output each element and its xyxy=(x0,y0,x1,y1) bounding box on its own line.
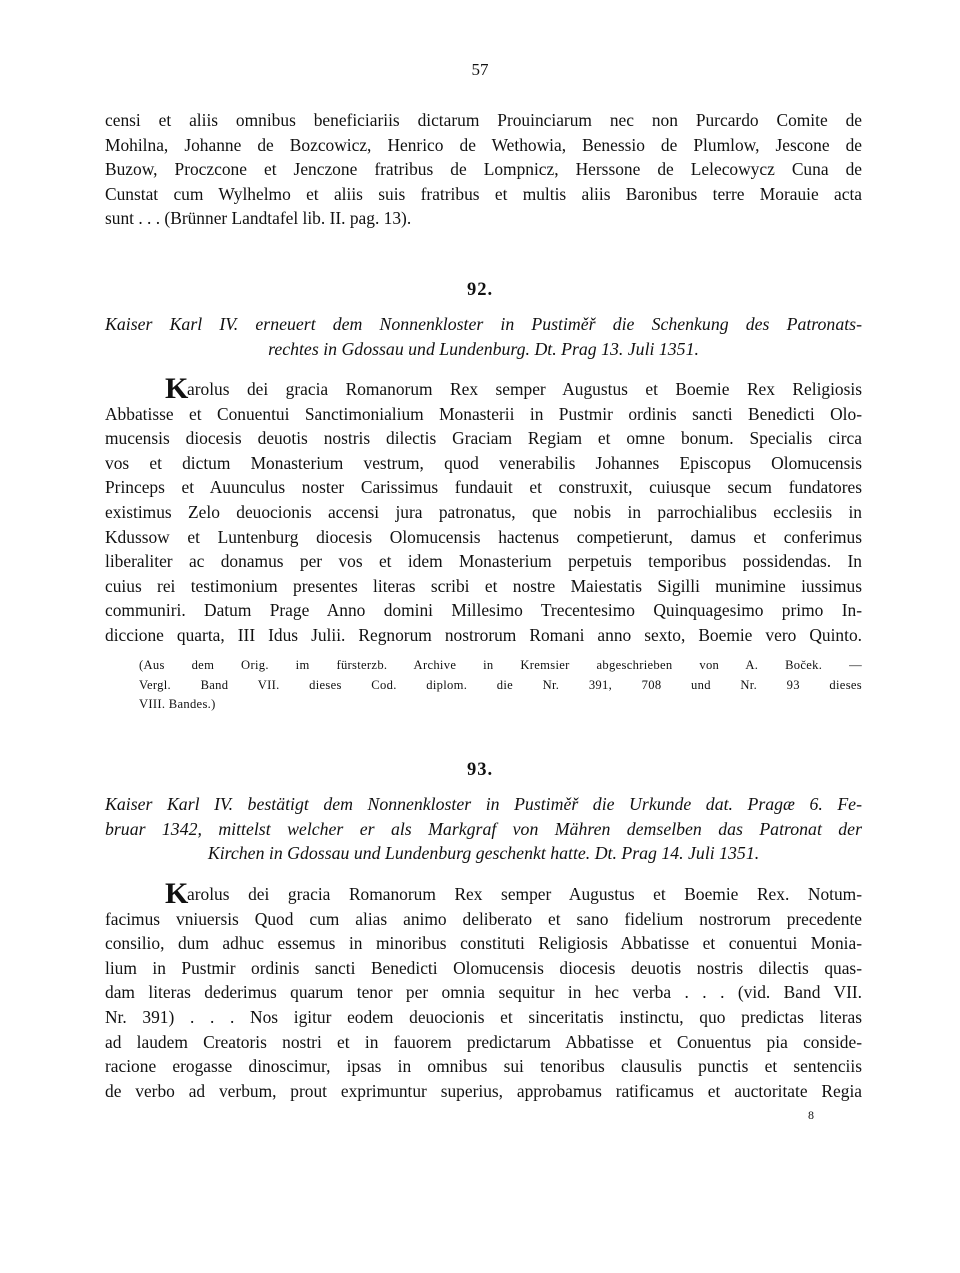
signature-mark: 8 xyxy=(808,1108,814,1122)
document-92-source-note xyxy=(105,656,862,715)
text-line: facimus vniuersis Quod cum alias animo deliberato et sano fidelium nostrorum precedente xyxy=(105,908,862,929)
text-line: existimus Zelo deuocionis accensi jura patronatus, que nobis in parrochialibus ecclesiis in xyxy=(105,501,862,522)
text-line: de verbo ad verbum, prout exprimuntur superius, approbamus ratificamus et auctoritate Regia xyxy=(105,1080,862,1101)
summary-line: rechtes in Gdossau und Lundenburg. Dt. Prag 13. Juli 1351. xyxy=(268,338,699,359)
text-line: Princeps et Auunculus noster Carissimus fundauit et construxit, cuiusque secum fundatores xyxy=(105,477,862,498)
summary-line: Kaiser Karl IV. erneuert dem Nonnenkloster in Pustiměř die Schenkung des Patronats- xyxy=(105,314,862,334)
text-line: lium in Pustmir ordinis sancti Benedicti Olomucensis diocesis deuotis nostris dilectis quas- xyxy=(105,957,862,978)
text-line: sunt . . . (Brünner Landtafel lib. II. pag. 13). xyxy=(105,208,412,229)
text-line: censi et aliis omnibus beneficiariis dictarum Prouinciarum nec non Purcardo Comite de xyxy=(105,110,862,130)
text-line: mucensis diocesis deuotis nostris dilectis Graciam Regiam et omne bonum. Specialis circa xyxy=(105,428,862,449)
initial-letter: K xyxy=(165,877,189,910)
text-line: Kdussow et Luntenburg diocesis Olomucensis hactenus competierunt, damus et conferimus xyxy=(105,526,862,547)
summary-line: bruar 1342, mittelst welcher er als Markgraf von Mähren demselben das Patronat der xyxy=(105,818,862,839)
summary-line: Kirchen in Gdossau und Lundenburg geschenkt hatte. Dt. Prag 14. Juli 1351. xyxy=(207,843,760,864)
note-line: (Aus dem Orig. im fürsterzb. Archive in Kremsier abgeschrieben von A. Boček. — xyxy=(139,658,862,672)
document-number-93: 93. xyxy=(466,760,494,780)
note-line: Vergl. Band VII. dieses Cod. diplom. die Nr. 391, 708 und Nr. 93 dieses xyxy=(139,677,862,692)
document-92-summary xyxy=(105,312,862,361)
document-93-summary xyxy=(105,792,862,866)
text-line: diccione quarta, III Idus Julii. Regnorum nostrorum Romani anno sexto, Boemie vero Quinto. xyxy=(105,624,862,645)
text-line: dam literas dederimus quarum tenor per omnia sequitur in hec verba . . . (vid. Band VII. xyxy=(105,982,862,1003)
document-93-text xyxy=(105,877,862,1103)
text-line: liberaliter ac donamus per vos et idem Monasterium perpetuis temporibus possidendas. In xyxy=(105,551,862,572)
text-line-content: arolus dei gracia Romanorum Rex semper Augustus et Boemie Rex. Notum- xyxy=(187,884,862,904)
text-line: Abbatisse et Conuentui Sanctimonialium Monasterii in Pustmir ordinis sancti Benedicti Olo- xyxy=(105,403,862,424)
text-line: Buzow, Proczcone et Jenczone fratribus de Lompnicz, Herssone de Lelecowycz Cuna de xyxy=(105,159,862,180)
text-line: cuius rei testimonium presentes literas scribi et nostre Maiestatis Sigilli munimine iussimus xyxy=(105,575,862,596)
text-line: Cunstat cum Wylhelmo et aliis suis fratribus et multis aliis Baronibus terre Morauie acta xyxy=(105,183,862,204)
document-number-92: 92. xyxy=(466,280,494,300)
text-line xyxy=(105,877,862,910)
text-line: vos et dictum Monasterium vestrum, quod venerabilis Johannes Episcopus Olomucensis xyxy=(105,452,862,473)
note-line: VIII. Bandes.) xyxy=(139,697,216,711)
text-line: Nr. 391) . . . Nos igitur eodem deuocionis et sinceritatis instinctu, quo predictas literas xyxy=(105,1006,862,1027)
page-number: 57 xyxy=(471,60,489,79)
text-line: communiri. Datum Prage Anno domini Millesimo Trecentesimo Quinquagesimo primo In- xyxy=(105,600,862,621)
summary-line: Kaiser Karl IV. bestätigt dem Nonnenkloster in Pustiměř die Urkunde dat. Pragæ 6. Fe- xyxy=(105,794,862,814)
text-line: consilio, dum adhuc essemus in minoribus constituti Religiosis Abbatisse et conuentui Monia- xyxy=(105,933,862,954)
text-line-content: arolus dei gracia Romanorum Rex semper Augustus et Boemie Rex Religiosis xyxy=(187,379,862,399)
text-line: Mohilna, Johanne de Bozcowicz, Henrico de Wethowia, Benessio de Plumlow, Jescone de xyxy=(105,134,862,155)
document-92-text xyxy=(105,372,862,648)
initial-letter: K xyxy=(165,372,189,405)
text-line xyxy=(105,372,862,405)
text-line: racione erogasse dinoscimur, ipsas in omnibus sui tenoribus clausulis punctis et sentenciis xyxy=(105,1056,862,1077)
text-line: ad laudem Creatoris nostri et in fauorem predictarum Abbatisse et Conuentus pia conside- xyxy=(105,1031,862,1052)
continuation-text xyxy=(105,108,862,231)
